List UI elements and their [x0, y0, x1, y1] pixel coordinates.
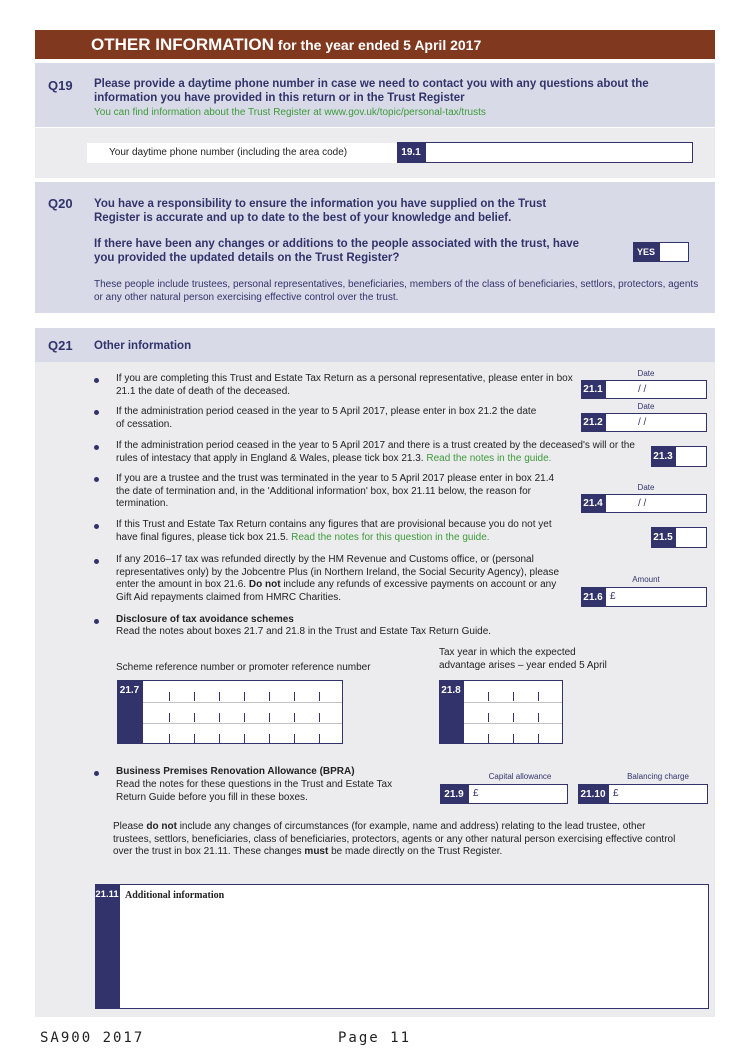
- q21-number: Q21: [48, 338, 73, 353]
- bullet: [94, 378, 99, 383]
- item-21-1-text: If you are completing this Trust and Estate Tax Return as a personal representative, please enter in box 21.1 the date of death of the deceased.: [116, 373, 573, 397]
- q19-field-label: Your daytime phone number (including the area code): [109, 147, 348, 158]
- capital-allowance-input[interactable]: [468, 784, 568, 804]
- scheme-reference-grid[interactable]: [142, 680, 343, 744]
- box-21-11-label: 21.11: [95, 884, 119, 1009]
- q19-note: You can find information about the Trust Register at www.gov.uk/topic/personal-tax/trusts: [94, 107, 486, 118]
- date-caption: Date: [637, 402, 655, 411]
- pound-sign: £: [610, 591, 616, 602]
- date-caption: Date: [637, 369, 655, 378]
- box-19-1-label: 19.1: [397, 142, 425, 163]
- amount-caption: Amount: [632, 575, 660, 584]
- q21-title-panel: [35, 328, 715, 362]
- bullet: [94, 524, 99, 529]
- item-21-2-text: If the administration period ceased in the year to 5 April 2017, please enter in box 21.2 the date of cessation.: [116, 406, 537, 430]
- page-number: Page 11: [338, 1030, 412, 1046]
- changes-note: Please do not include any changes of circumstances (for example, name and address) relating to the lead trustee, other trustees, settlors, beneficiaries, class of beneficiaries, protectors, agents or any other natural person exercising effective control over the trust in box 21.11. These changes must be made directly on the Trust Register.: [113, 821, 676, 857]
- cessation-date-input[interactable]: / /: [605, 413, 707, 432]
- tax-year-grid[interactable]: [463, 680, 563, 744]
- box-21-3-label: 21.3: [651, 446, 675, 467]
- additional-information-label: Additional information: [125, 890, 225, 901]
- box-21-9-label: 21.9: [440, 784, 468, 804]
- bullet: [94, 559, 99, 564]
- q21-title: Other information: [94, 340, 192, 352]
- pound-sign: £: [613, 788, 619, 799]
- q20-note: These people include trustees, personal representatives, beneficiaries, members of the class of beneficiaries, settlors, protectors, agents or any other natural person exercising effective control over the trust.: [94, 279, 699, 303]
- bullet: [94, 477, 99, 482]
- pound-sign: £: [473, 788, 479, 799]
- box-21-8-label: 21.8: [439, 680, 463, 744]
- section-header: [35, 30, 715, 59]
- section-title: OTHER INFORMATION: [91, 35, 274, 54]
- bullet: [94, 771, 99, 776]
- q19-panel: [35, 63, 715, 127]
- q20-number: Q20: [48, 196, 73, 211]
- box-21-10-label: 21.10: [578, 784, 608, 804]
- item-21-3-text: If the administration period ceased in the year to 5 April 2017 and there is a trust created by the deceased's will or the rules of intestacy that apply in England & Wales, please tick box 21.3. Read the notes in the guide.: [116, 440, 635, 464]
- q20-text2: If there have been any changes or additions to the people associated with the trust, have you provided the updated details on the Trust Register?: [94, 238, 580, 264]
- bpra-note: Read the notes for these questions in the Trust and Estate Tax Return Guide before you fill in these boxes.: [116, 779, 393, 803]
- bpra-title: Business Premises Renovation Allowance (BPRA): [116, 766, 355, 777]
- avoidance-title: Disclosure of tax avoidance schemes: [116, 614, 294, 625]
- box-21-6-label: 21.6: [581, 587, 605, 607]
- box-21-2-label: 21.2: [581, 413, 605, 432]
- box-21-7-label: 21.7: [117, 680, 142, 744]
- item-21-4-text: If you are a trustee and the trust was terminated in the year to 5 April 2017 please enter in box 21.4 the date of termination and, in the 'Additional information' box, box 21.11 below, the reason for termination.: [116, 473, 555, 509]
- bullet: [94, 619, 99, 624]
- date-caption: Date: [637, 483, 655, 492]
- termination-date-input[interactable]: / /: [605, 494, 707, 513]
- avoidance-note: Read the notes about boxes 21.7 and 21.8 in the Trust and Estate Tax Return Guide.: [116, 626, 492, 637]
- capital-allowance-caption: Capital allowance: [488, 772, 552, 781]
- bullet: [94, 445, 99, 450]
- box-21-1-label: 21.1: [581, 380, 605, 399]
- item-21-6-text: If any 2016–17 tax was refunded directly by the HM Revenue and Customs office, or (personal representatives only) by the Jobcentre Plus (in Northern Ireland, the Social Security Agency), please enter the amount in box 21.6. Do not include any refunds of excessive payments on account or any Gift Aid repayments claimed from HMRC Charities.: [116, 554, 560, 603]
- item-21-5-text: If this Trust and Estate Tax Return contains any figures that are provisional because you do not yet have final figures, please tick box 21.5. Read the notes for this question in the guide.: [116, 519, 552, 543]
- section-subtitle: for the year ended 5 April 2017: [277, 37, 482, 53]
- trust-created-checkbox[interactable]: [675, 446, 707, 467]
- provisional-figures-checkbox[interactable]: [675, 527, 707, 548]
- yes-checkbox[interactable]: [659, 242, 689, 262]
- balancing-charge-input[interactable]: [608, 784, 708, 804]
- q19-question: Please provide a daytime phone number in case we need to contact you with any questions about the information you have provided in this return or in the Trust Register You can find information about the Trust Register at www.gov.uk/topic/personal-tax/trusts: [94, 78, 649, 118]
- date-of-death-input[interactable]: / /: [605, 380, 707, 399]
- additional-information-textarea[interactable]: [119, 884, 709, 1009]
- box-21-4-label: 21.4: [581, 494, 605, 513]
- tax-year-label: Tax year in which the expected advantage arises – year ended 5 April: [439, 647, 607, 671]
- box-21-5-label: 21.5: [651, 527, 675, 548]
- tax-refund-amount-input[interactable]: [605, 587, 707, 607]
- q19-answer-panel: [35, 128, 715, 178]
- daytime-phone-input[interactable]: [425, 142, 693, 163]
- q19-number: Q19: [48, 78, 73, 93]
- q20-panel: [35, 182, 715, 313]
- yes-label: YES: [633, 242, 659, 262]
- form-code: SA900 2017: [40, 1030, 145, 1046]
- bullet: [94, 410, 99, 415]
- balancing-charge-caption: Balancing charge: [627, 772, 689, 781]
- scheme-ref-label: Scheme reference number or promoter reference number: [116, 662, 371, 673]
- q20-text1: You have a responsibility to ensure the information you have supplied on the Trust Register is accurate and up to date to the best of your knowledge and belief.: [94, 198, 547, 224]
